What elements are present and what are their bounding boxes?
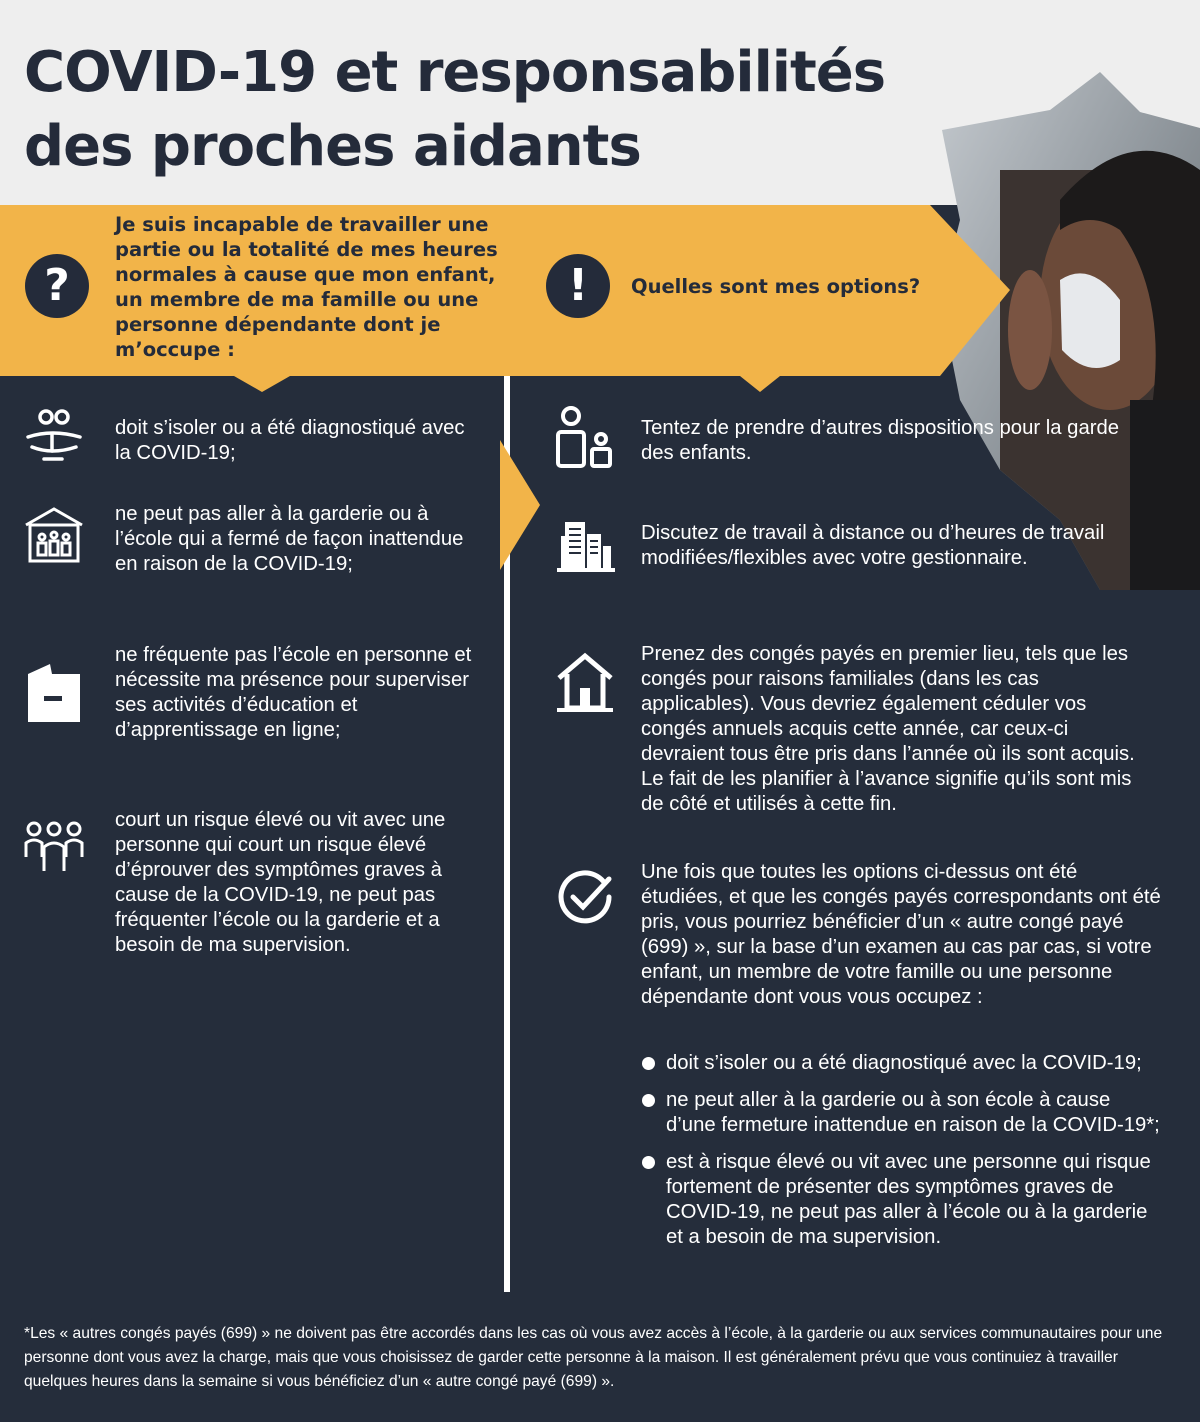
bullet-dot xyxy=(642,1094,655,1107)
question-text: Je suis incapable de travailler une partie ou la totalité de mes heures normales à cause que mon enfant, un membre de ma famille ou une personne dépendante dont je m’occupe : xyxy=(115,213,498,361)
exclamation-icon: ! xyxy=(546,254,610,318)
isolation-person-icon xyxy=(22,405,86,469)
school-closed-icon xyxy=(22,505,86,569)
option-1-text: Tentez de prendre d’autres dispositions pour la garde des enfants. xyxy=(641,417,1120,464)
option-4-text: Une fois que toutes les options ci-dessus ont été étudiées, et que les congés payés correspondants ont été pris, vous pourriez bénéficier d’un « autre congé payé (699) », sur la base d’un examen au cas par cas, si votre enfant, un membre de votre famille ou une personne dépendante dont vous vous occupez : xyxy=(641,861,1161,1008)
high-risk-group-icon xyxy=(22,815,86,879)
office-building-icon xyxy=(553,518,617,582)
bullet-dot xyxy=(642,1057,655,1070)
question-mark-icon: ? xyxy=(25,254,89,318)
situation-2-text: ne peut pas aller à la garderie ou à l’école qui a fermé de façon inattendue en raison de la COVID-19; xyxy=(115,503,464,575)
bullet-item: doit s’isoler ou a été diagnostiqué avec la COVID-19; xyxy=(641,1051,1161,1076)
option-2-text: Discutez de travail à distance ou d’heures de travail modifiées/flexibles avec votre gestionnaire. xyxy=(641,522,1105,569)
bullet-item: ne peut aller à la garderie ou à son école à cause d’une fermeture inattendue en raison de la COVID-19*; xyxy=(641,1088,1161,1138)
house-icon xyxy=(553,650,617,714)
bullet-dot xyxy=(642,1156,655,1169)
parent-child-icon xyxy=(553,405,617,469)
checkmark-circle-icon xyxy=(553,865,617,929)
situation-4-text: court un risque élevé ou vit avec une personne qui court un risque élevé d’éprouver des symptômes graves à cause de la COVID-19, ne peut pas fréquenter l’école ou la garderie et a besoin de ma supervision. xyxy=(115,809,446,956)
eligibility-bullets xyxy=(641,1051,1161,1262)
situation-1-text: doit s’isoler ou a été diagnostiqué avec la COVID-19; xyxy=(115,417,465,464)
bullet-item: est à risque élevé ou vit avec une personne qui risque fortement de présenter des symptômes graves de COVID-19, ne peut pas aller à l’école ou à la garderie et a besoin de ma supervision. xyxy=(641,1150,1161,1250)
online-learning-icon xyxy=(22,660,86,724)
page-title: COVID-19 et responsabilités des proches aidants xyxy=(24,40,886,179)
footnote: *Les « autres congés payés (699) » ne doivent pas être accordés dans les cas où vous avez accès à l’école, à la garderie ou aux services communautaires pour une personne dont vous avez la charge, mais que vous choisissez de garder cette personne à la maison. Il est généralement prévu que vous continuiez à travailler quelques heures dans la semaine si vous bénéficiez d’un « autre congé payé (699) ». xyxy=(24,1325,1163,1390)
arrow-pointer xyxy=(500,440,548,570)
situation-3-text: ne fréquente pas l’école en personne et nécessite ma présence pour superviser ses activités d’éducation et d’apprentissage en ligne; xyxy=(115,644,472,741)
option-3-text: Prenez des congés payés en premier lieu, tels que les congés pour raisons familiales (dans les cas applicables). Vous devriez également céduler vos congés annuels acquis cette année, car ceux-ci devraient tous être pris dans l’année où ils sont acquis. Le fait de les planifier à l’avance signifie qu’ils sont mis de côté et utilisés à cette fin. xyxy=(641,643,1135,815)
options-header: Quelles sont mes options? xyxy=(631,275,921,298)
